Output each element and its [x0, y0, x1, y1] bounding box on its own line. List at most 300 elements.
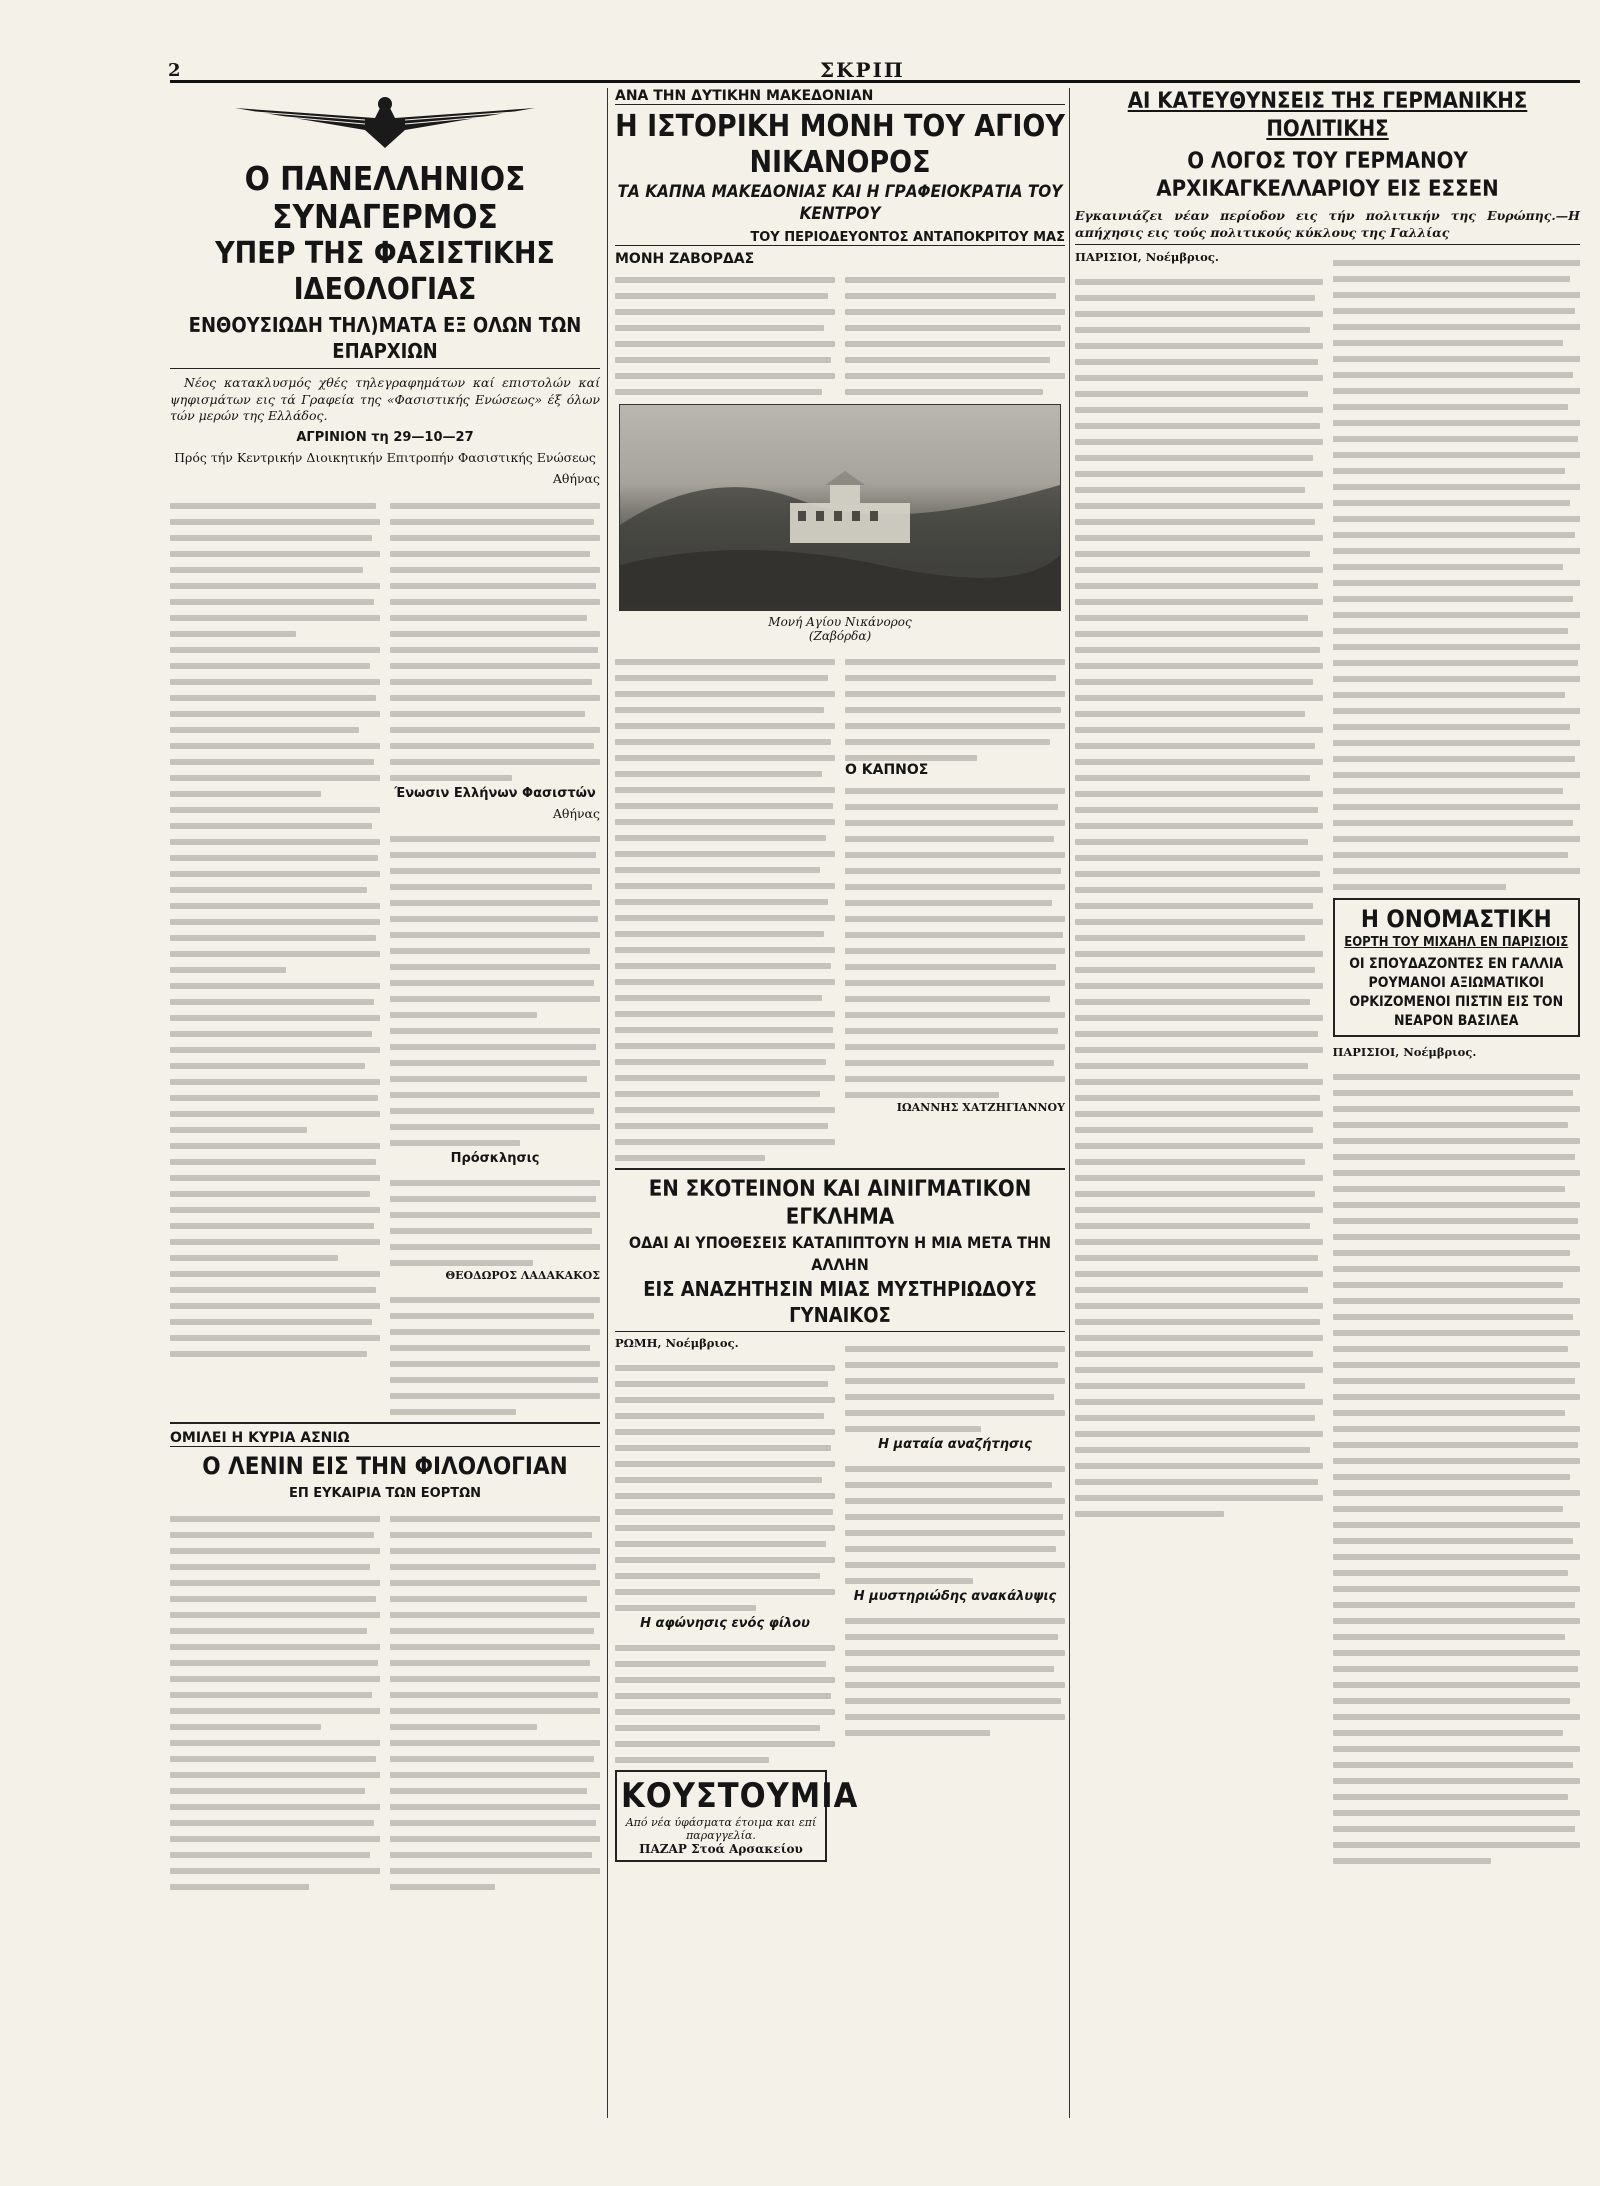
text-line	[170, 574, 380, 589]
text-line	[170, 1214, 380, 1229]
text-line	[390, 827, 600, 842]
text-line	[170, 846, 380, 861]
text-line	[170, 606, 380, 621]
text-line	[390, 1859, 600, 1874]
text-line	[390, 1763, 600, 1778]
text-line	[170, 558, 380, 573]
text-line	[1075, 542, 1323, 557]
text-line	[1333, 875, 1581, 890]
text-line	[170, 1086, 380, 1101]
text-line	[1333, 1705, 1581, 1720]
text-line	[390, 526, 600, 541]
text-line	[1333, 1321, 1581, 1336]
text-line	[1075, 526, 1323, 541]
text-line	[1333, 251, 1581, 266]
text-line	[1333, 315, 1581, 330]
text-line	[615, 1436, 835, 1451]
text-line	[615, 1404, 835, 1419]
text-line	[1333, 1305, 1581, 1320]
text-line	[390, 1587, 600, 1602]
text-line	[1333, 1625, 1581, 1640]
text-line	[1333, 1193, 1581, 1208]
body-text-left	[170, 493, 380, 1417]
text-line	[1333, 1225, 1581, 1240]
place-line: Αθήνας	[552, 471, 600, 486]
text-line	[170, 1198, 380, 1213]
text-line	[1075, 462, 1323, 477]
text-line	[845, 1569, 1065, 1584]
text-line	[170, 1070, 380, 1085]
text-line	[1333, 747, 1581, 762]
text-line	[1333, 859, 1581, 874]
text-line	[170, 1747, 380, 1762]
headline-tertiary: ΕΝΘΟΥΣΙΩΔΗ ΤΗΛ)ΜΑΤΑ ΕΞ ΟΛΩΝ ΤΩΝ ΕΠΑΡΧΙΩΝ	[170, 312, 600, 369]
text-line	[390, 1384, 600, 1399]
text-line	[615, 1516, 835, 1531]
text-line	[615, 332, 835, 347]
text-line	[1075, 1214, 1323, 1229]
text-line	[170, 1310, 380, 1325]
text-line	[1333, 475, 1581, 490]
text-line	[615, 698, 835, 713]
text-line	[390, 1131, 600, 1146]
text-line	[1075, 670, 1323, 685]
advertisement	[615, 1770, 859, 1862]
text-line	[845, 1385, 1065, 1400]
text-line	[1075, 1406, 1323, 1421]
text-line	[170, 1262, 380, 1277]
text-line	[390, 1203, 600, 1218]
photo-caption-2: (Ζαβόρδα)	[808, 629, 872, 643]
text-line	[615, 1066, 835, 1081]
text-line	[845, 907, 1065, 922]
text-line	[170, 1651, 380, 1666]
text-line	[1333, 811, 1581, 826]
text-line	[1333, 1433, 1581, 1448]
text-line	[615, 1732, 835, 1747]
text-line	[845, 1521, 1065, 1536]
monastery-photo	[619, 404, 1061, 611]
text-line	[390, 891, 600, 906]
text-line	[615, 1748, 835, 1763]
text-line	[170, 1763, 380, 1778]
text-line	[845, 843, 1065, 858]
text-line	[1075, 574, 1323, 589]
text-line	[1075, 622, 1323, 637]
text-line	[1075, 558, 1323, 573]
text-line	[170, 958, 380, 973]
tobacco-body	[615, 649, 1065, 1162]
text-line	[845, 1353, 1065, 1368]
text-line	[1075, 958, 1323, 973]
text-line	[390, 1288, 600, 1303]
text-line	[1333, 1753, 1581, 1768]
text-line	[615, 986, 835, 1001]
text-line	[170, 1102, 380, 1117]
text-line	[1075, 782, 1323, 797]
text-line	[1075, 590, 1323, 605]
text-line	[390, 1619, 600, 1634]
text-line	[170, 638, 380, 653]
text-line	[1333, 603, 1581, 618]
king-dateline: ΠΑΡΙΣΙΟΙ, Νοέμβριος.	[1332, 1045, 1477, 1059]
text-line	[170, 1635, 380, 1650]
text-line	[170, 814, 380, 829]
text-line	[390, 542, 600, 557]
text-line	[390, 1651, 600, 1666]
dateline: ΑΓΡΙΝΙΟΝ τη 29—10—27	[296, 429, 474, 445]
text-line	[390, 955, 600, 970]
text-line	[1333, 1785, 1581, 1800]
crime-subheadline-2: ΕΙΣ ΑΝΑΖΗΤΗΣΙΝ ΜΙΑΣ ΜΥΣΤΗΡΙΩΔΟΥΣ ΓΥΝΑΙΚΟΣ	[615, 1276, 1065, 1332]
text-line	[845, 364, 1065, 379]
subhead-athens: Ένωσιν Ελλήνων Φασιστών	[394, 785, 596, 801]
text-line	[1075, 1198, 1323, 1213]
ad-line-1: Από νέα ύφάσματα έτοιμα και επί παραγγελία.	[625, 1816, 817, 1842]
text-line	[170, 1230, 380, 1245]
headline-german-policy: ΑΙ ΚΑΤΕΥΘΥΝΣΕΙΣ ΤΗΣ ΓΕΡΜΑΝΙΚΗΣ ΠΟΛΙΤΙΚΗΣ	[1127, 89, 1528, 142]
text-line	[390, 939, 600, 954]
section-tobacco: Ο ΚΑΠΝΟΣ	[845, 762, 929, 778]
text-line	[1075, 942, 1323, 957]
text-line	[390, 1555, 600, 1570]
text-line	[1075, 1230, 1323, 1245]
text-line	[845, 971, 1065, 986]
text-line	[1075, 910, 1323, 925]
bottom-kicker: ΟΜΙΛΕΙ Η ΚΥΡΙΑ ΑΣΝΙΩ	[170, 1430, 600, 1447]
text-line	[1075, 478, 1323, 493]
text-line	[615, 714, 835, 729]
ad-title: ΚΟΥΣΤΟΥΜΙΑ	[621, 1776, 859, 1816]
text-line	[1333, 635, 1581, 650]
text-line	[615, 922, 835, 937]
text-line	[170, 1811, 380, 1826]
text-line	[1333, 1465, 1581, 1480]
text-line	[1075, 1102, 1323, 1117]
text-line	[1333, 395, 1581, 410]
byline: ΤΟΥ ΠΕΡΙΟΔΕΥΟΝΤΟΣ ΑΝΤΑΠΟΚΡΙΤΟΥ ΜΑΣ	[615, 230, 1065, 246]
text-line	[845, 316, 1065, 331]
text-line	[1333, 1337, 1581, 1352]
text-line	[615, 1146, 835, 1161]
text-line	[390, 1843, 600, 1858]
text-line	[615, 826, 835, 841]
text-line	[170, 782, 380, 797]
text-line	[1333, 699, 1581, 714]
text-line	[170, 1507, 380, 1522]
text-line	[845, 666, 1065, 681]
text-line	[1333, 459, 1581, 474]
text-line	[845, 811, 1065, 826]
text-line	[170, 1667, 380, 1682]
text-line	[390, 1699, 600, 1714]
text-line	[615, 1420, 835, 1435]
text-line	[845, 1337, 1065, 1352]
text-line	[1075, 1182, 1323, 1197]
text-line	[1075, 1118, 1323, 1133]
text-line	[615, 1532, 835, 1547]
text-line	[390, 987, 600, 1002]
column-left	[170, 88, 600, 1891]
german-dateline: ΠΑΡΙΣΙΟΙ, Νοέμβριος.	[1075, 250, 1219, 264]
text-line	[390, 1811, 600, 1826]
text-line	[1333, 619, 1581, 634]
text-line	[615, 1098, 835, 1113]
text-line	[170, 670, 380, 685]
text-line	[170, 1683, 380, 1698]
page-number: 2	[168, 60, 181, 81]
text-line	[170, 1134, 380, 1149]
text-line	[845, 650, 1065, 665]
text-line	[1075, 1070, 1323, 1085]
text-line	[390, 875, 600, 890]
eagle-emblem-icon	[170, 88, 600, 152]
text-line	[170, 1555, 380, 1570]
text-line	[845, 268, 1065, 283]
text-line	[390, 1400, 600, 1415]
text-line	[390, 558, 600, 573]
text-line	[1075, 1454, 1323, 1469]
text-line	[390, 670, 600, 685]
text-line	[845, 859, 1065, 874]
king-subheadline: ΕΟΡΤΗ ΤΟΥ ΜΙΧΑΗΛ ΕΝ ΠΑΡΙΣΙΟΙΣ	[1344, 935, 1569, 950]
text-line	[845, 939, 1065, 954]
text-line	[1333, 843, 1581, 858]
text-line	[1333, 507, 1581, 522]
text-line	[170, 894, 380, 909]
text-line	[1333, 299, 1581, 314]
text-line	[1333, 731, 1581, 746]
text-line	[1075, 1422, 1323, 1437]
text-line	[845, 1067, 1065, 1082]
text-line	[1075, 286, 1323, 301]
crime-subsection-2: Η αφώνησις ενός φίλου	[640, 1616, 810, 1631]
text-line	[1333, 1609, 1581, 1624]
ad-line-2: ΠΑΖΑΡ Στοά Αρσακείου	[639, 1842, 803, 1856]
text-line	[1075, 1326, 1323, 1341]
text-line	[1333, 1689, 1581, 1704]
text-line	[615, 682, 835, 697]
text-line	[1333, 1737, 1581, 1752]
text-line	[615, 1564, 835, 1579]
text-line	[1333, 571, 1581, 586]
text-line	[390, 1667, 600, 1682]
text-line	[1075, 334, 1323, 349]
text-line	[1075, 1342, 1323, 1357]
crime-headline: ΕΝ ΣΚΟΤΕΙΝΟΝ ΚΑΙ ΑΙΝΙΓΜΑΤΙΚΟΝ ΕΓΚΛΗΜΑ	[648, 1177, 1032, 1230]
text-line	[1075, 1054, 1323, 1069]
text-line	[615, 284, 835, 299]
text-line	[170, 1054, 380, 1069]
text-line	[390, 1539, 600, 1554]
text-line	[170, 1006, 380, 1021]
text-line	[1333, 1593, 1581, 1608]
text-line	[1333, 1849, 1581, 1864]
text-line	[1333, 1145, 1581, 1160]
text-line	[1075, 1166, 1323, 1181]
king-article-box	[1333, 898, 1581, 1037]
text-line	[170, 526, 380, 541]
text-line	[390, 1171, 600, 1186]
headline-main: Ο ΠΑΝΕΛΛΗΝΙΟΣ ΣΥΝΑΓΕΡΜΟΣ	[244, 159, 526, 236]
text-line	[1333, 283, 1581, 298]
text-line	[390, 638, 600, 653]
text-line	[615, 1700, 835, 1715]
text-line	[170, 1619, 380, 1634]
king-deck: ΟΙ ΣΠΟΥΔΑΖΟΝΤΕΣ ΕΝ ΓΑΛΛΙΑ ΡΟΥΜΑΝΟΙ ΑΞΙΩΜΑΤΙΚΟΙ ΟΡΚΙΖΟΜΕΝΟΙ ΠΙΣΤΙΝ ΕΙΣ ΤΟΝ ΝΕΑΡΟΝ ΒΑΣΙΛΕΑ	[1349, 956, 1564, 1029]
crime-subsection-1: Η ματαία αναζήτησις	[878, 1437, 1032, 1452]
text-line	[615, 1636, 835, 1651]
photo-caption: Μονή Αγίου Νικάνορος	[768, 615, 912, 629]
text-line	[615, 970, 835, 985]
text-line	[390, 1067, 600, 1082]
text-line	[1075, 1486, 1323, 1501]
text-line	[170, 750, 380, 765]
text-line	[615, 1684, 835, 1699]
text-line	[845, 891, 1065, 906]
text-line	[1333, 1401, 1581, 1416]
text-line	[845, 987, 1065, 1002]
crime-subheadline: ΟΔΑΙ ΑΙ ΥΠΟΘΕΣΕΙΣ ΚΑΤΑΠΙΠΤΟΥΝ Η ΜΙΑ ΜΕΤΑ ΤΗΝ ΑΛΛΗΝ	[628, 1233, 1052, 1274]
text-line	[1075, 638, 1323, 653]
text-line	[390, 1083, 600, 1098]
text-line	[845, 827, 1065, 842]
text-line	[615, 1668, 835, 1683]
text-line	[170, 1587, 380, 1602]
text-line	[1333, 1113, 1581, 1128]
text-line	[845, 1721, 1065, 1736]
bottom-headline: Ο ΛΕΝΙΝ ΕΙΣ ΤΗΝ ΦΙΛΟΛΟΓΙΑΝ	[202, 1452, 568, 1480]
text-line	[845, 1537, 1065, 1552]
text-line	[170, 1539, 380, 1554]
text-line	[170, 1182, 380, 1197]
text-line	[1075, 1006, 1323, 1021]
text-line	[390, 907, 600, 922]
text-line	[1333, 379, 1581, 394]
text-line	[1333, 1289, 1581, 1304]
text-line	[170, 1326, 380, 1341]
text-line	[615, 794, 835, 809]
text-line	[845, 1705, 1065, 1720]
text-line	[1333, 1545, 1581, 1560]
text-line	[390, 1715, 600, 1730]
text-line	[1075, 382, 1323, 397]
text-line	[390, 494, 600, 509]
text-line	[1075, 1374, 1323, 1389]
text-line	[1075, 1390, 1323, 1405]
text-line	[1075, 686, 1323, 701]
text-line	[1075, 1310, 1323, 1325]
text-line	[1333, 827, 1581, 842]
text-line	[1075, 430, 1323, 445]
text-line	[1333, 539, 1581, 554]
text-line	[845, 1609, 1065, 1624]
text-line	[170, 1603, 380, 1618]
text-line	[1075, 718, 1323, 733]
text-line	[1333, 1241, 1581, 1256]
text-line	[1075, 1262, 1323, 1277]
text-line	[170, 1715, 380, 1730]
column-divider	[607, 88, 608, 2118]
text-line	[390, 1571, 600, 1586]
text-line	[390, 1187, 600, 1202]
text-line	[615, 380, 835, 395]
text-line	[390, 1235, 600, 1250]
text-line	[170, 1699, 380, 1714]
text-line	[1333, 1417, 1581, 1432]
text-line	[1333, 1257, 1581, 1272]
text-line	[1075, 302, 1323, 317]
text-line	[615, 650, 835, 665]
text-line	[845, 1035, 1065, 1050]
text-line	[1075, 862, 1323, 877]
text-line	[170, 1843, 380, 1858]
text-line	[615, 1548, 835, 1563]
text-line	[1333, 1641, 1581, 1656]
text-line	[615, 762, 835, 777]
text-line	[1333, 1673, 1581, 1688]
text-line	[1333, 1177, 1581, 1192]
text-line	[1333, 1497, 1581, 1512]
text-line	[1333, 795, 1581, 810]
text-line	[1075, 1246, 1323, 1261]
subhead-athens-place: Αθήνας	[552, 805, 600, 821]
text-line	[1075, 814, 1323, 829]
text-line	[390, 843, 600, 858]
text-line	[615, 348, 835, 363]
text-line	[390, 1251, 600, 1266]
text-line	[845, 332, 1065, 347]
text-line	[390, 859, 600, 874]
text-line	[170, 510, 380, 525]
text-line	[845, 923, 1065, 938]
text-line	[390, 686, 600, 701]
text-line	[1075, 1086, 1323, 1101]
text-line	[615, 1018, 835, 1033]
text-line	[1075, 1150, 1323, 1165]
text-line	[1075, 398, 1323, 413]
text-line	[1075, 366, 1323, 381]
text-line	[615, 874, 835, 889]
text-line	[1075, 1022, 1323, 1037]
text-line	[170, 862, 380, 877]
crime-subsection-3: Η μυστηριώδης ανακάλυψις	[853, 1589, 1057, 1604]
text-line	[1075, 1502, 1323, 1517]
text-line	[390, 718, 600, 733]
text-line	[1075, 974, 1323, 989]
text-line	[845, 1473, 1065, 1488]
text-line	[170, 766, 380, 781]
text-line	[615, 1716, 835, 1731]
text-line	[615, 1114, 835, 1129]
text-line	[170, 1294, 380, 1309]
text-line	[845, 875, 1065, 890]
text-line	[170, 990, 380, 1005]
text-line	[845, 1553, 1065, 1568]
section-rule	[170, 1422, 600, 1424]
text-line	[390, 1507, 600, 1522]
text-line	[170, 1038, 380, 1053]
text-line	[390, 574, 600, 589]
text-line	[1075, 1278, 1323, 1293]
text-line	[390, 1779, 600, 1794]
bottom-subheadline: ΕΠ ΕΥΚΑΙΡΙΑ ΤΩΝ ΕΟΡΤΩΝ	[288, 1486, 482, 1501]
king-headline: Η ΟΝΟΜΑΣΤΙΚΗ	[1360, 905, 1552, 933]
text-line	[845, 348, 1065, 363]
text-line	[1075, 1134, 1323, 1149]
text-line	[615, 1452, 835, 1467]
text-line	[1333, 411, 1581, 426]
